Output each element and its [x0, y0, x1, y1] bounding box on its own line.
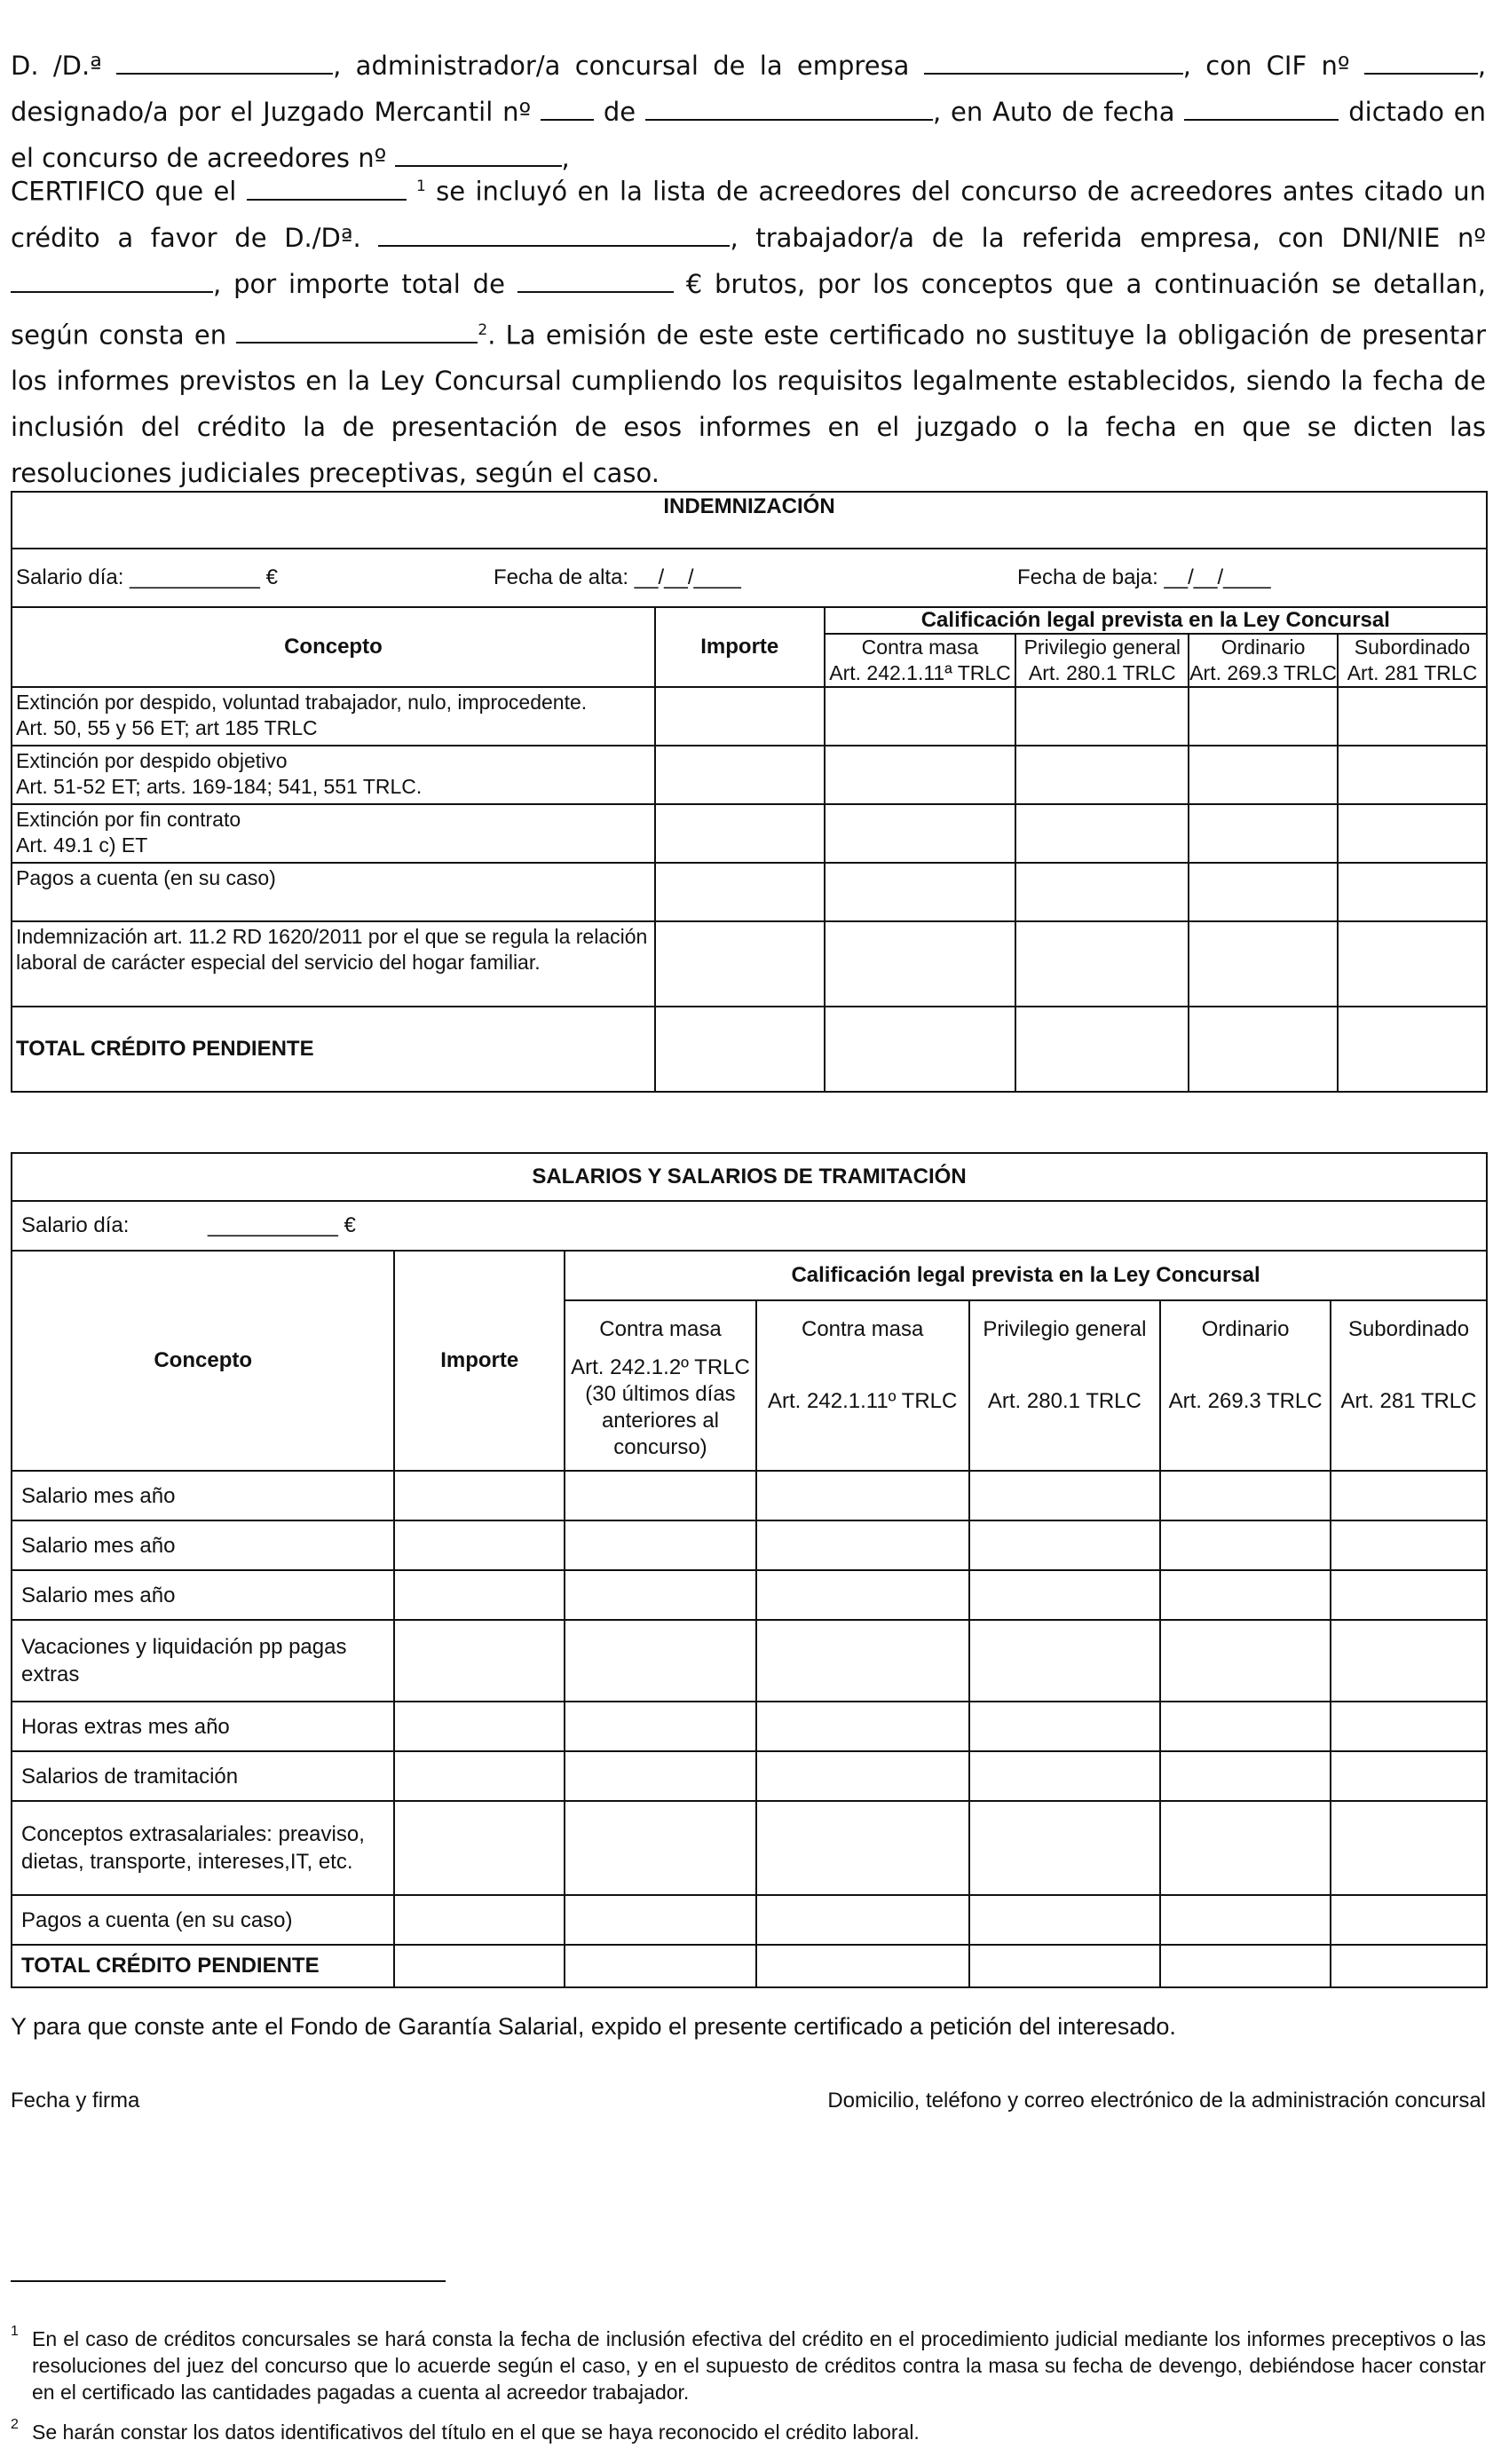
col-article: Art. 242.1.11ª TRLC [829, 661, 1011, 684]
col-name: Contra masa [599, 1317, 722, 1341]
footnote-text: Se harán constar los datos identificativos del título en el que se haya reconocido el crédito laboral. [32, 2421, 920, 2444]
calificacion-cell[interactable] [1160, 1895, 1331, 1945]
calificacion-col-header [825, 634, 1016, 687]
calificacion-col-header [1331, 1300, 1487, 1471]
table-row [12, 863, 1487, 921]
table-row [12, 687, 1487, 746]
auto-date-blank[interactable] [1184, 99, 1339, 121]
importe-cell[interactable] [655, 804, 825, 863]
calificacion-cell[interactable] [1189, 687, 1338, 746]
calificacion-cell[interactable] [1189, 746, 1338, 804]
cif-blank[interactable] [1364, 53, 1478, 75]
footnote-ref: 2 [478, 320, 488, 339]
certify-paragraph [11, 163, 1486, 496]
salary-row [12, 1201, 1487, 1251]
intro-text: , [561, 143, 570, 173]
col-article: Art. 280.1 TRLC [987, 1389, 1141, 1413]
intro-text: , con CIF nº [1182, 51, 1350, 81]
total-label: TOTAL CRÉDITO PENDIENTE [12, 1007, 655, 1092]
certify-text: € brutos, por los conceptos que a continuación se detallan, según consta en [11, 268, 1486, 351]
importe-cell[interactable] [655, 921, 825, 1007]
concepto-cell: Extinción por despido objetivo Art. 51-52 ET; arts. 169-184; 541, 551 TRLC. [12, 746, 655, 804]
calificacion-cell[interactable] [1331, 1471, 1487, 1520]
calificacion-cell[interactable] [1015, 746, 1189, 804]
table-title: INDEMNIZACIÓN [12, 492, 1487, 549]
calificacion-cell[interactable] [1189, 863, 1338, 921]
intro-text: de [603, 97, 636, 127]
col-importe: Importe [394, 1251, 565, 1471]
table-row [12, 746, 1487, 804]
table-row [12, 1620, 1487, 1702]
calificacion-cell[interactable] [565, 1520, 756, 1570]
calificacion-cell[interactable] [1160, 1570, 1331, 1620]
col-article: Art. 242.1.2º TRLC (30 últimos días anteriores al concurso) [571, 1355, 750, 1459]
calificacion-col-header [969, 1300, 1161, 1471]
salarios-table [11, 1152, 1488, 1988]
table-row [12, 921, 1487, 1007]
concepto-cell: Horas extras mes año [12, 1702, 394, 1751]
total-cell[interactable] [969, 1945, 1161, 1987]
calificacion-cell[interactable] [825, 921, 1016, 1007]
court-number-blank[interactable] [541, 99, 594, 121]
calificacion-cell[interactable] [1331, 1520, 1487, 1570]
certify-text: , trabajador/a de la referida empresa, con DNI/NIE nº [730, 222, 1487, 253]
total-cell[interactable] [1160, 1945, 1331, 1987]
calificacion-cell[interactable] [1160, 1471, 1331, 1520]
calificacion-cell[interactable] [969, 1751, 1161, 1801]
calificacion-cell[interactable] [756, 1471, 969, 1520]
calificacion-cell[interactable] [756, 1620, 969, 1702]
calificacion-cell[interactable] [1338, 863, 1487, 921]
calificacion-col-header [1338, 634, 1487, 687]
footnote-2 [11, 2419, 1486, 2445]
total-label: TOTAL CRÉDITO PENDIENTE [12, 1945, 394, 1987]
calificacion-col-header [565, 1300, 756, 1471]
company-blank[interactable] [924, 53, 1183, 75]
calificacion-cell[interactable] [1160, 1620, 1331, 1702]
calificacion-cell[interactable] [1331, 1570, 1487, 1620]
footnote-divider [11, 2280, 446, 2282]
table-row [12, 1895, 1487, 1945]
certify-text: , por importe total de [213, 268, 505, 299]
concepto-cell: Salario mes año [12, 1520, 394, 1570]
col-name: Contra masa [801, 1317, 924, 1341]
col-name: Contra masa [861, 636, 979, 659]
credit-blank[interactable] [247, 179, 407, 201]
calificacion-cell[interactable] [756, 1702, 969, 1751]
col-concepto: Concepto [12, 1251, 394, 1471]
calificacion-col-header [1015, 634, 1189, 687]
col-article: Art. 281 TRLC [1340, 1389, 1477, 1413]
calificacion-cell[interactable] [756, 1570, 969, 1620]
calificacion-cell[interactable] [1189, 804, 1338, 863]
col-concepto: Concepto [12, 607, 655, 687]
calificacion-cell[interactable] [825, 863, 1016, 921]
col-name: Ordinario [1220, 636, 1306, 659]
calificacion-cell[interactable] [565, 1620, 756, 1702]
intro-text: D. /D.ª [11, 51, 102, 81]
concepto-cell: Indemnización art. 11.2 RD 1620/2011 por el que se regula la relación laboral de carácter especial del servicio del hogar familiar. [12, 921, 655, 1007]
calificacion-cell[interactable] [1331, 1620, 1487, 1702]
intro-text: , en Auto de fecha [932, 97, 1175, 127]
calificacion-cell[interactable] [565, 1801, 756, 1895]
fecha-alta-label: Fecha de alta: __/__/____ [494, 565, 741, 589]
calificacion-cell[interactable] [825, 687, 1016, 746]
certify-text: se incluyó en la lista de acreedores del concurso de acreedores antes citado un crédito a favor de D./Dª. [11, 176, 1487, 253]
col-name: Subordinado [1354, 636, 1471, 659]
concepto-cell: Salario mes año [12, 1570, 394, 1620]
calificacion-cell[interactable] [1015, 863, 1189, 921]
salario-label: Salario día: [21, 1213, 130, 1237]
intro-text: dictado en el concurso de acreedores nº [11, 97, 1487, 173]
table-row [12, 1751, 1487, 1801]
table-title: SALARIOS Y SALARIOS DE TRAMITACIÓN [12, 1153, 1487, 1201]
calificacion-cell[interactable] [756, 1520, 969, 1570]
calificacion-cell[interactable] [825, 746, 1016, 804]
importe-cell[interactable] [394, 1471, 565, 1520]
col-article: Art. 269.3 TRLC [1189, 661, 1337, 684]
calificacion-cell[interactable] [565, 1471, 756, 1520]
dni-blank[interactable] [11, 272, 213, 293]
calificacion-cell[interactable] [1331, 1702, 1487, 1751]
calificacion-cell[interactable] [756, 1751, 969, 1801]
total-cell[interactable] [756, 1945, 969, 1987]
table-row [12, 1801, 1487, 1895]
calificacion-cell[interactable] [756, 1801, 969, 1895]
calificacion-cell[interactable] [565, 1751, 756, 1801]
salario-blank: ___________ € [208, 1213, 356, 1237]
importe-cell[interactable] [655, 863, 825, 921]
importe-cell[interactable] [394, 1520, 565, 1570]
calificacion-cell[interactable] [1331, 1895, 1487, 1945]
concepto-cell: Extinción por fin contrato Art. 49.1 c) ET [12, 804, 655, 863]
importe-cell[interactable] [655, 687, 825, 746]
importe-cell[interactable] [394, 1570, 565, 1620]
table-row [12, 1471, 1487, 1520]
calificacion-cell[interactable] [969, 1895, 1161, 1945]
calificacion-cell[interactable] [1331, 1751, 1487, 1801]
concepto-cell: Conceptos extrasalariales: preaviso, dietas, transporte, intereses,IT, etc. [12, 1801, 394, 1895]
importe-cell[interactable] [394, 1801, 565, 1895]
total-importe-cell[interactable] [394, 1945, 565, 1987]
col-calificacion: Calificación legal prevista en la Ley Concursal [825, 607, 1487, 634]
total-cell[interactable] [1338, 1007, 1487, 1092]
total-cell[interactable] [825, 1007, 1016, 1092]
indemnizacion-table [11, 491, 1488, 1093]
col-importe: Importe [655, 607, 825, 687]
importe-cell[interactable] [394, 1895, 565, 1945]
calificacion-cell[interactable] [1015, 804, 1189, 863]
total-cell[interactable] [1331, 1945, 1487, 1987]
col-name: Ordinario [1201, 1317, 1290, 1341]
calificacion-cell[interactable] [565, 1570, 756, 1620]
calificacion-cell[interactable] [1189, 921, 1338, 1007]
total-cell[interactable] [1189, 1007, 1338, 1092]
calificacion-cell[interactable] [969, 1520, 1161, 1570]
calificacion-cell[interactable] [969, 1801, 1161, 1895]
col-article: Art. 281 TRLC [1347, 661, 1478, 684]
col-article: Art. 242.1.11º TRLC [768, 1389, 958, 1413]
calificacion-cell[interactable] [1160, 1751, 1331, 1801]
importe-cell[interactable] [394, 1620, 565, 1702]
calificacion-cell[interactable] [1160, 1801, 1331, 1895]
calificacion-cell[interactable] [1338, 687, 1487, 746]
concepto-cell: Extinción por despido, voluntad trabajador, nulo, improcedente. Art. 50, 55 y 56 ET; art 185 TRLC [12, 687, 655, 746]
name-blank[interactable] [116, 53, 333, 75]
footnote-number: 1 [11, 2324, 19, 2339]
administrator-contact-label: Domicilio, teléfono y correo electrónico de la administración concursal [827, 2089, 1486, 2113]
intro-text: , designado/a por el Juzgado Mercantil nº [11, 51, 1487, 127]
calificacion-cell[interactable] [969, 1471, 1161, 1520]
intro-text: , administrador/a concursal de la empresa [333, 51, 910, 81]
concepto-cell: Salario mes año [12, 1471, 394, 1520]
col-name: Privilegio general [1023, 636, 1181, 659]
total-importe-cell[interactable] [655, 1007, 825, 1092]
col-name: Subordinado [1347, 1317, 1470, 1341]
certify-text: CERTIFICO que el [11, 176, 237, 207]
table-row [12, 1520, 1487, 1570]
calificacion-cell[interactable] [1160, 1520, 1331, 1570]
footnote-1 [11, 2326, 1486, 2405]
calificacion-cell[interactable] [969, 1620, 1161, 1702]
signature-date-label: Fecha y firma [11, 2089, 140, 2113]
salario-dia-label: Salario día: ___________ € [16, 565, 278, 589]
title-blank[interactable] [236, 322, 478, 344]
calificacion-cell[interactable] [969, 1570, 1161, 1620]
salary-dates-row [12, 549, 1487, 607]
calificacion-cell[interactable] [1338, 804, 1487, 863]
importe-cell[interactable] [394, 1702, 565, 1751]
closing-statement: Y para que conste ante el Fondo de Garantía Salarial, expido el presente certificado a petición del interesado. [11, 2013, 1176, 2040]
certify-text: . La emisión de este este certificado no sustituye la obligación de presentar los informes previstos en la Ley Concursal cumpliendo los requisitos legalmente establecidos, siendo la fecha de inclusión del crédito la de presentación de esos informes en el juzgado o la fecha en que se dicten las resoluciones judiciales preceptivas, según el caso. [11, 320, 1486, 489]
importe-cell[interactable] [655, 746, 825, 804]
calificacion-cell[interactable] [756, 1895, 969, 1945]
calificacion-cell[interactable] [969, 1702, 1161, 1751]
total-cell[interactable] [565, 1945, 756, 1987]
calificacion-col-header [1160, 1300, 1331, 1471]
col-article: Art. 280.1 TRLC [1028, 661, 1176, 684]
concepto-cell: Vacaciones y liquidación pp pagas extras [12, 1620, 394, 1702]
worker-name-blank[interactable] [378, 225, 730, 247]
footnote-number: 2 [11, 2417, 19, 2432]
calificacion-cell[interactable] [565, 1702, 756, 1751]
calificacion-cell[interactable] [1331, 1801, 1487, 1895]
col-name: Privilegio general [983, 1317, 1147, 1341]
importe-cell[interactable] [394, 1751, 565, 1801]
calificacion-cell[interactable] [1015, 921, 1189, 1007]
fecha-baja-label: Fecha de baja: __/__/____ [1017, 565, 1271, 589]
calificacion-cell[interactable] [825, 804, 1016, 863]
concepto-cell: Pagos a cuenta (en su caso) [12, 1895, 394, 1945]
table-row [12, 1702, 1487, 1751]
footnote-ref: 1 [416, 178, 426, 195]
amount-blank[interactable] [517, 272, 674, 293]
intro-paragraph [11, 43, 1486, 181]
calificacion-cell[interactable] [1160, 1702, 1331, 1751]
col-article: Art. 269.3 TRLC [1168, 1389, 1323, 1413]
calificacion-cell[interactable] [1338, 921, 1487, 1007]
court-city-blank[interactable] [645, 99, 933, 121]
calificacion-cell[interactable] [565, 1895, 756, 1945]
table-row [12, 1570, 1487, 1620]
col-calificacion: Calificación legal prevista en la Ley Concursal [565, 1251, 1487, 1300]
calificacion-col-header [756, 1300, 969, 1471]
footnote-text: En el caso de créditos concursales se hará consta la fecha de inclusión efectiva del crédito en el procedimiento judicial mediante los informes preceptivos o las resoluciones del juez del concurso que lo acuerde según el caso, y en el supuesto de créditos contra la masa su fecha de devengo, debiéndose hacer constar en el certificado las cantidades pagadas a cuenta al acreedor trabajador. [32, 2327, 1486, 2404]
table-row [12, 804, 1487, 863]
calificacion-col-header [1189, 634, 1338, 687]
concepto-cell: Salarios de tramitación [12, 1751, 394, 1801]
concepto-cell: Pagos a cuenta (en su caso) [12, 863, 655, 921]
calificacion-cell[interactable] [1338, 746, 1487, 804]
total-cell[interactable] [1015, 1007, 1189, 1092]
calificacion-cell[interactable] [1015, 687, 1189, 746]
